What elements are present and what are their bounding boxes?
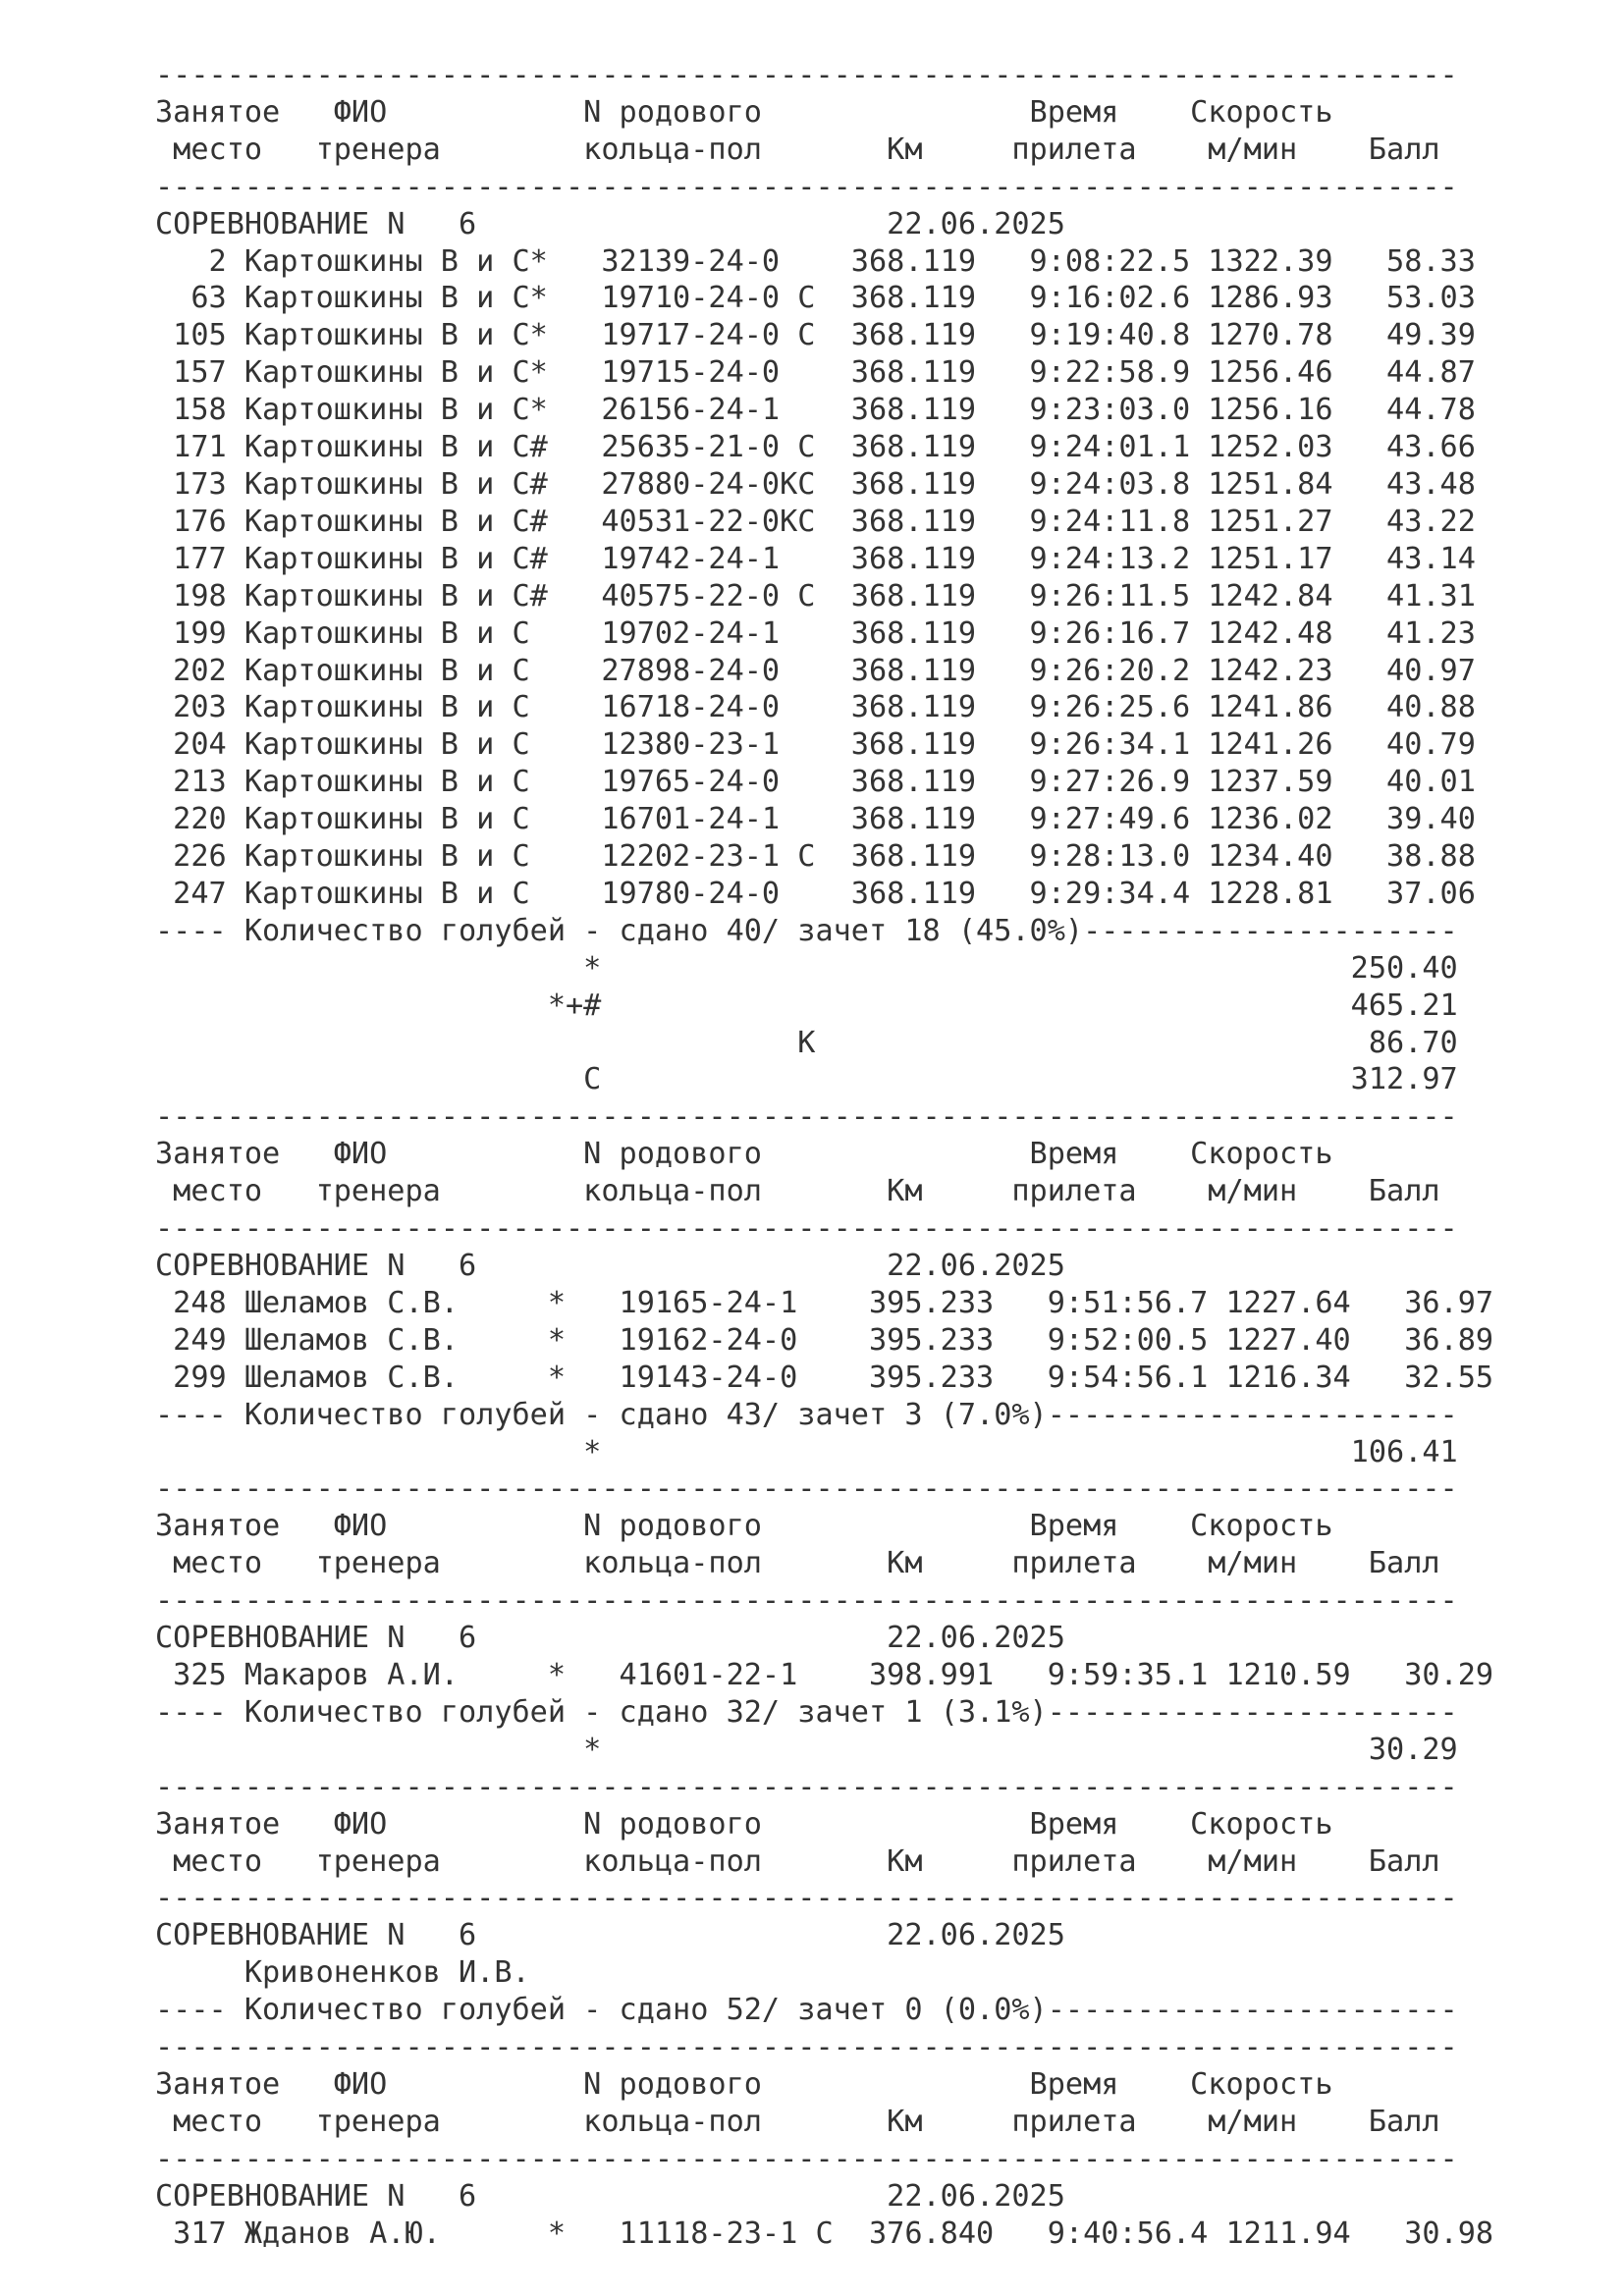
result-row: 220 Картошкины В и С 16701-24-1 368.119 9:27:49.6 1236.02 39.40 xyxy=(155,802,1476,837)
result-row: 203 Картошкины В и С 16718-24-0 368.119 9:26:25.6 1241.86 40.88 xyxy=(155,690,1476,725)
column-header-line-1: Занятое ФИО N родового Время Скорость xyxy=(155,1806,1333,1842)
competition-header-line: СОРЕВНОВАНИЕ N 6 22.06.2025 xyxy=(155,206,1065,241)
result-row: 177 Картошкины В и С# 19742-24-1 368.119 9:24:13.2 1251.17 43.14 xyxy=(155,541,1476,576)
competition-header-line: СОРЕВНОВАНИЕ N 6 22.06.2025 xyxy=(155,1249,1065,1283)
subtotal-line: * 106.41 xyxy=(155,1434,1458,1469)
subtotal-line: * 30.29 xyxy=(155,1732,1458,1767)
competition-header-line: СОРЕВНОВАНИЕ N 6 22.06.2025 xyxy=(155,1621,1065,1656)
separator-line: ------------------------------------------------------------------------- xyxy=(155,1211,1458,1247)
result-row: 198 Картошкины В и С# 40575-22-0 С 368.119 9:26:11.5 1242.84 41.31 xyxy=(155,578,1476,614)
summary-line: ---- Количество голубей - сдано 43/ зачет 3 (7.0%)----------------------- xyxy=(155,1397,1458,1432)
separator-line: ------------------------------------------------------------------------- xyxy=(155,1769,1458,1804)
subtotal-line: С 312.97 xyxy=(155,1062,1458,1097)
separator-line: ------------------------------------------------------------------------- xyxy=(155,1583,1458,1619)
subtotal-line: * 250.40 xyxy=(155,950,1458,986)
result-row: 157 Картошкины В и С* 19715-24-0 368.119 9:22:58.9 1256.46 44.87 xyxy=(155,355,1476,391)
result-row: 199 Картошкины В и С 19702-24-1 368.119 9:26:16.7 1242.48 41.23 xyxy=(155,615,1476,651)
separator-line: ------------------------------------------------------------------------- xyxy=(155,2141,1458,2176)
result-row: 248 Шеламов С.В. * 19165-24-1 395.233 9:51:56.7 1227.64 36.97 xyxy=(155,1285,1494,1320)
result-row: 176 Картошкины В и С# 40531-22-0КС 368.119 9:24:11.8 1251.27 43.22 xyxy=(155,504,1476,539)
column-header-line-2: место тренера кольца-пол Км прилета м/мин Балл xyxy=(155,1546,1440,1581)
competition-header-line: СОРЕВНОВАНИЕ N 6 22.06.2025 xyxy=(155,1918,1065,1953)
column-header-line-1: Занятое ФИО N родового Время Скорость xyxy=(155,1137,1333,1172)
subtotal-line: К 86.70 xyxy=(155,1025,1458,1060)
result-row: 158 Картошкины В и С* 26156-24-1 368.119 9:23:03.0 1256.16 44.78 xyxy=(155,393,1476,428)
separator-line: ------------------------------------------------------------------------- xyxy=(155,58,1458,92)
result-row: 173 Картошкины В и С# 27880-24-0КС 368.119 9:24:03.8 1251.84 43.48 xyxy=(155,466,1476,502)
result-row: 204 Картошкины В и С 12380-23-1 368.119 9:26:34.1 1241.26 40.79 xyxy=(155,727,1476,763)
result-row: 249 Шеламов С.В. * 19162-24-0 395.233 9:52:00.5 1227.40 36.89 xyxy=(155,1322,1494,1358)
result-row: 213 Картошкины В и С 19765-24-0 368.119 9:27:26.9 1237.59 40.01 xyxy=(155,765,1476,800)
column-header-line-1: Занятое ФИО N родового Время Скорость xyxy=(155,2066,1333,2102)
column-header-line-1: Занятое ФИО N родового Время Скорость xyxy=(155,1509,1333,1544)
result-row: 299 Шеламов С.В. * 19143-24-0 395.233 9:54:56.1 1216.34 32.55 xyxy=(155,1360,1494,1395)
result-row: 226 Картошкины В и С 12202-23-1 С 368.119 9:28:13.0 1234.40 38.88 xyxy=(155,839,1476,875)
result-row: 105 Картошкины В и С* 19717-24-0 С 368.119 9:19:40.8 1270.78 49.39 xyxy=(155,318,1476,353)
subtotal-line: *+# 465.21 xyxy=(155,988,1458,1023)
column-header-line-2: место тренера кольца-пол Км прилета м/мин Балл xyxy=(155,132,1440,167)
result-row: 202 Картошкины В и С 27898-24-0 368.119 9:26:20.2 1242.23 40.97 xyxy=(155,653,1476,688)
column-header-line-2: место тренера кольца-пол Км прилета м/мин Балл xyxy=(155,2104,1440,2139)
separator-line: ------------------------------------------------------------------------- xyxy=(155,2030,1458,2065)
column-header-line-2: место тренера кольца-пол Км прилета м/мин Балл xyxy=(155,1843,1440,1879)
summary-line: ---- Количество голубей - сдано 32/ зачет 1 (3.1%)----------------------- xyxy=(155,1694,1458,1730)
separator-line: ------------------------------------------------------------------------- xyxy=(155,169,1458,204)
separator-line: ------------------------------------------------------------------------- xyxy=(155,1099,1458,1135)
column-header-line-2: место тренера кольца-пол Км прилета м/мин Балл xyxy=(155,1174,1440,1209)
result-row: 171 Картошкины В и С# 25635-21-0 С 368.119 9:24:01.1 1252.03 43.66 xyxy=(155,430,1476,465)
result-row: 325 Макаров А.И. * 41601-22-1 398.991 9:59:35.1 1210.59 30.29 xyxy=(155,1657,1494,1692)
separator-line: ------------------------------------------------------------------------- xyxy=(155,1471,1458,1507)
result-row: 2 Картошкины В и С* 32139-24-0 368.119 9:08:22.5 1322.39 58.33 xyxy=(155,243,1476,279)
summary-line: ---- Количество голубей - сдано 52/ зачет 0 (0.0%)----------------------- xyxy=(155,1993,1458,2028)
column-header-line-1: Занятое ФИО N родового Время Скорость xyxy=(155,94,1333,130)
result-row: 317 Жданов А.Ю. * 11118-23-1 С 376.840 9:40:56.4 1211.94 30.98 xyxy=(155,2216,1494,2251)
text-line: Кривоненков И.В. xyxy=(155,1955,530,1991)
competition-header-line: СОРЕВНОВАНИЕ N 6 22.06.2025 xyxy=(155,2178,1065,2214)
separator-line: ------------------------------------------------------------------------- xyxy=(155,1881,1458,1916)
summary-line: ---- Количество голубей - сдано 40/ зачет 18 (45.0%)--------------------- xyxy=(155,913,1458,948)
result-row: 247 Картошкины В и С 19780-24-0 368.119 9:29:34.4 1228.81 37.06 xyxy=(155,876,1476,911)
result-row: 63 Картошкины В и С* 19710-24-0 С 368.119 9:16:02.6 1286.93 53.03 xyxy=(155,281,1476,316)
race-results-printout xyxy=(155,57,1493,2252)
